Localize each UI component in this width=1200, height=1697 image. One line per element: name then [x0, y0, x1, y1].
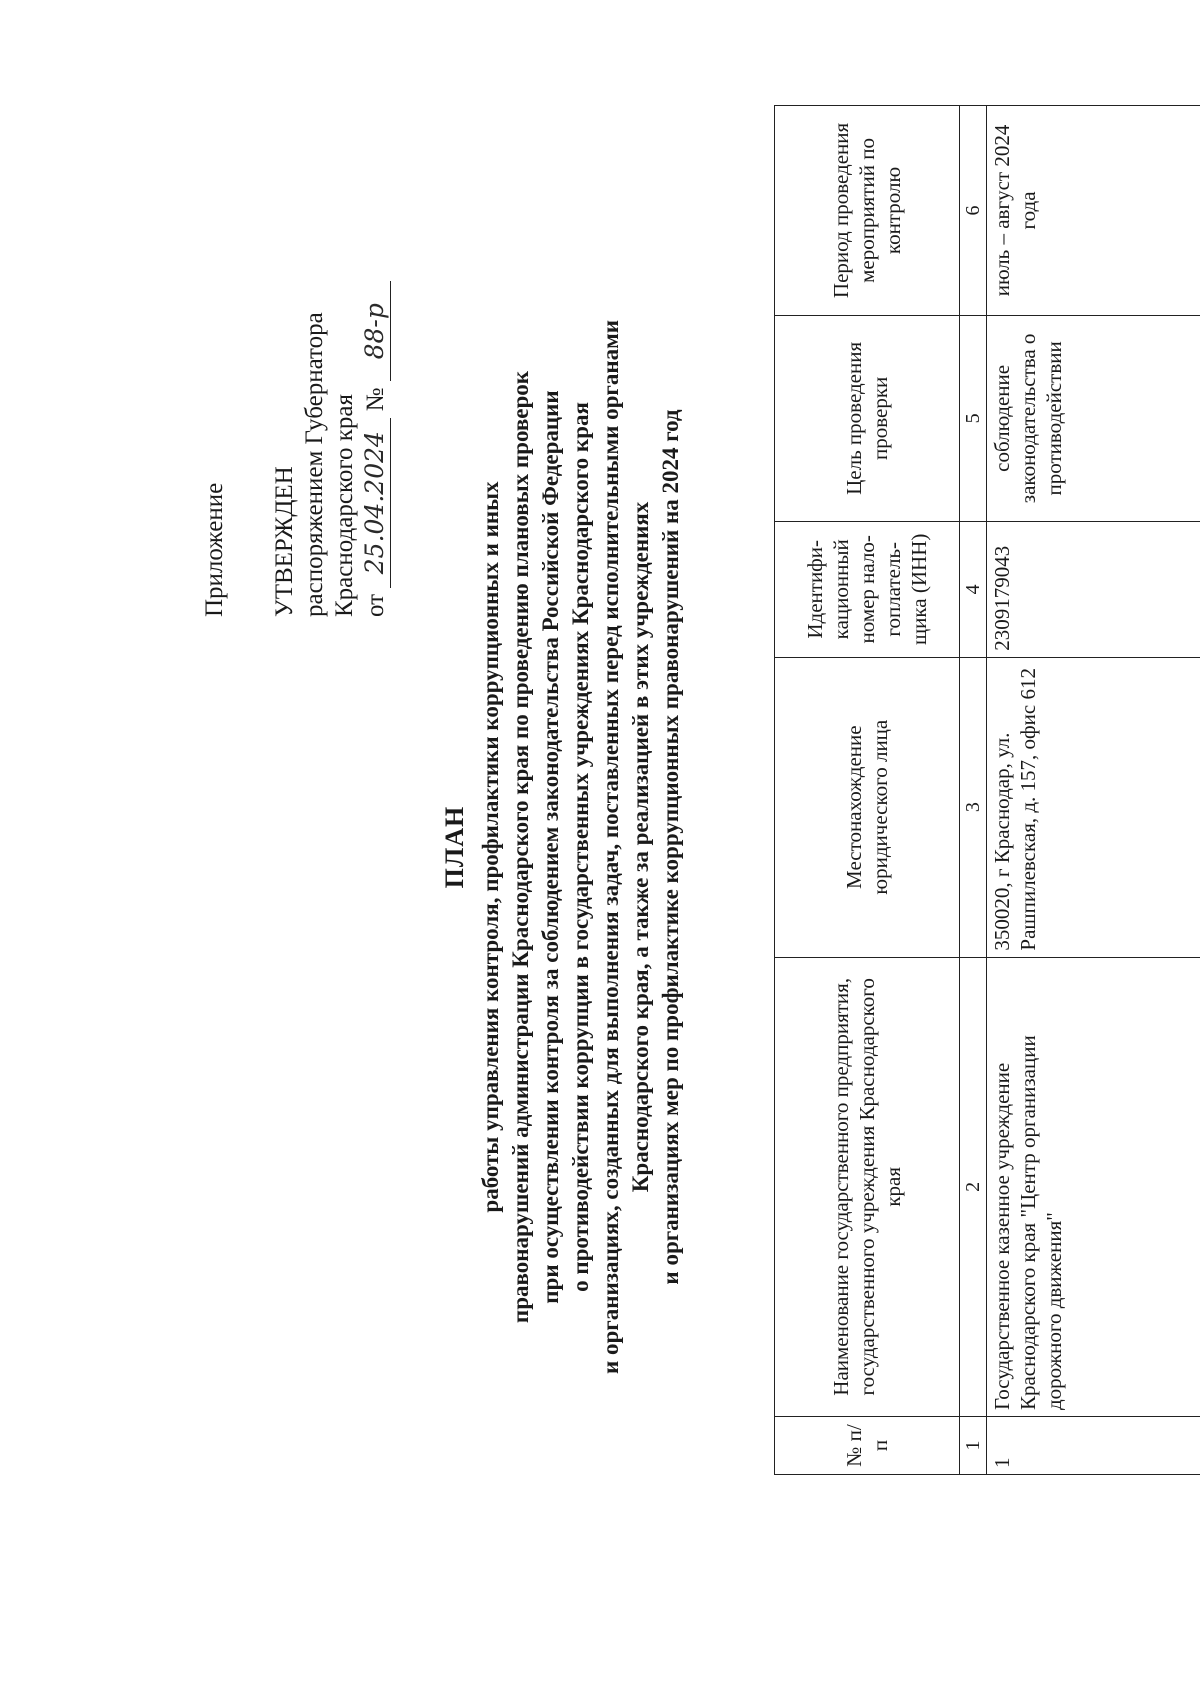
institution-name: Государственное казенное учреждение Краснодарского края "Центр организации дорожного движения" [987, 957, 1200, 1416]
header-cell: Цель проведения проверки [775, 315, 960, 521]
from-label: от [362, 593, 389, 617]
approved-line-2: Краснодарского края [331, 394, 358, 617]
header-cell: Период проведения мероприятий по контролю [775, 106, 960, 316]
header-cell: Местонахождение юридического лица [775, 657, 960, 957]
title-line: и организациях, созданных для выполнения задач, поставленных перед исполнительными органами [598, 319, 623, 1375]
inspection-period: июль – август 2024 года [987, 106, 1200, 316]
title-line: Краснодарского края, а также за реализацией в этих учреждениях [628, 501, 653, 1193]
title-line: правонарушений администрации Краснодарского края по проведению плановых проверок [508, 370, 533, 1324]
column-number: 2 [960, 957, 987, 1416]
table-row [987, 106, 1200, 1475]
column-number: 1 [960, 1417, 987, 1475]
document-title [440, 177, 686, 1517]
approved-label: УТВЕРЖДЕН [271, 466, 298, 617]
institution-address: 350020, г Краснодар, ул. Рашпилевская, д. 157, офис 612 [987, 657, 1200, 957]
table-header-row [775, 106, 960, 1475]
approved-line-1: распоряжением Губернатора [301, 312, 328, 617]
column-number: 5 [960, 315, 987, 521]
title-line: и организациях мер по профилактике коррупционных правонарушений на 2024 год [658, 409, 683, 1285]
institution-inn: 2309179043 [987, 521, 1200, 657]
column-number: 6 [960, 106, 987, 316]
inspection-goal: соблюдение законодательства о противодействии [987, 315, 1200, 521]
approval-stamp [200, 281, 391, 617]
inspection-plan-table [774, 105, 1200, 1475]
column-number: 3 [960, 657, 987, 957]
column-number: 4 [960, 521, 987, 657]
row-number: 1 [987, 1417, 1200, 1475]
approval-date: 25.04.2024 [360, 418, 391, 588]
title-line: при осуществлении контроля за соблюдением законодательства Российской Федерации [538, 390, 563, 1304]
appendix-label: Приложение [201, 482, 228, 617]
approval-date-line [360, 281, 391, 617]
header-cell: № п/п [775, 1417, 960, 1475]
header-cell: Наименование государственного предприятия, государственного учреждения Краснодарского края [775, 957, 960, 1416]
title-line: работы управления контроля, профилактики коррупционных и иных [478, 481, 503, 1213]
title-heading: ПЛАН [440, 805, 469, 889]
column-number-row [960, 106, 987, 1475]
header-cell: Идентифи-кационный номер нало-гоплатель-щика (ИНН) [775, 521, 960, 657]
number-label: № [362, 387, 389, 412]
approval-number: 88-р [360, 281, 391, 381]
title-line: о противодействии коррупции в государственных учреждениях Краснодарского края [568, 402, 593, 1292]
